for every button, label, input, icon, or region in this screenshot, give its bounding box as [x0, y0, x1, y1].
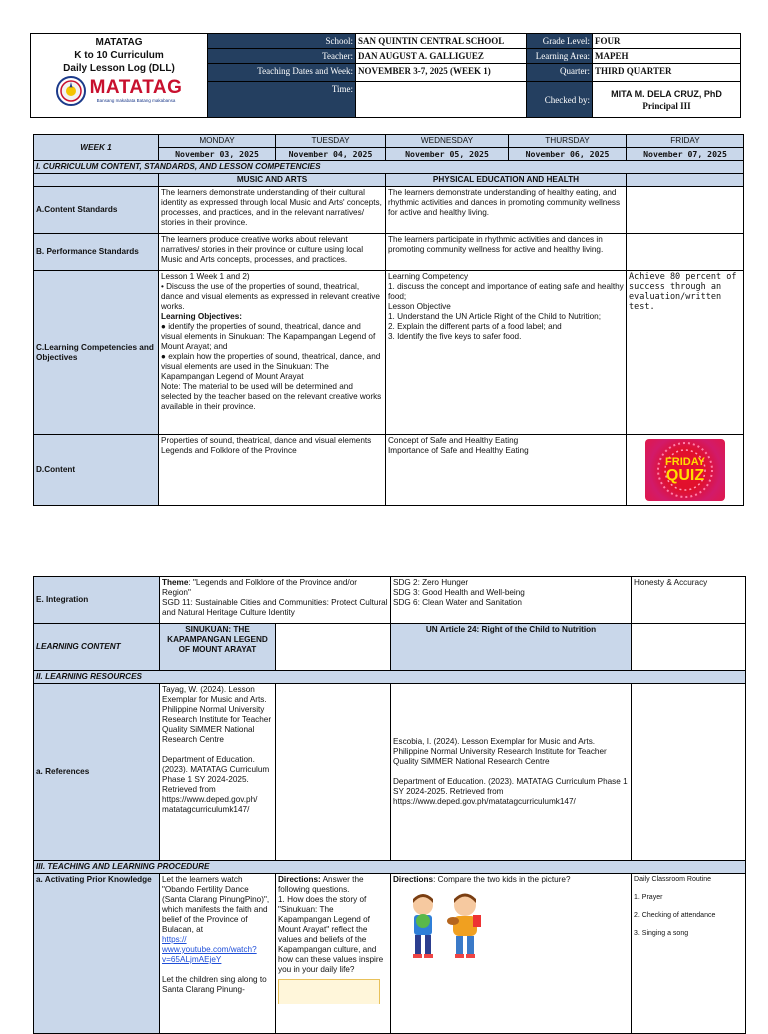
comp-pe-item-1: 1. discuss the concept and importance of eating safe and healthy food; — [388, 282, 624, 301]
quiz-line-1: FRIDAY — [665, 456, 705, 468]
comp-pe-objective-2: 2. Explain the different parts of a food label; and — [388, 322, 562, 331]
competencies-label: C.Learning Competencies and Objectives — [34, 271, 159, 435]
act-pe-directions-text: : Compare the two kids in the picture? — [433, 875, 571, 884]
ref-music-2: Department of Education. (2023). MATATAG Curriculum Phase 1 SY 2024-2025. Retrieved from https://www.deped.gov.ph/ matatagcurriculumk147/ — [162, 755, 270, 814]
dates-label: Teaching Dates and Week: — [208, 64, 356, 82]
performance-standards-friday — [627, 234, 744, 271]
integration-label: E. Integration — [34, 577, 160, 624]
time-value — [356, 82, 527, 118]
references-label: a. References — [34, 684, 160, 861]
comp-music-explain: ● explain how the properties of sound, theatrical, dance, and visual elements are used in the Sinukuan: The Kapampangan Legend of Mount Arayat — [161, 352, 381, 381]
references-music — [160, 684, 276, 861]
content-pe-line-1: Concept of Safe and Healthy Eating — [388, 436, 519, 445]
grade-value: FOUR — [593, 34, 741, 49]
act-fri-attendance: 2. Checking of attendance — [634, 912, 716, 919]
activating-friday — [632, 874, 746, 1034]
day-wednesday: WEDNESDAY — [386, 135, 509, 148]
integration-pe — [391, 577, 632, 624]
grade-label: Grade Level: — [527, 34, 593, 49]
comp-music-lesson: Lesson 1 Week 1 and 2) — [161, 272, 250, 281]
act-tue-directions-text: Answer the following questions. — [278, 875, 364, 894]
matatag-logo — [33, 76, 205, 106]
references-friday — [632, 684, 746, 861]
logo-wordmark: MATATAG — [89, 77, 183, 98]
checked-label: Checked by: — [527, 82, 593, 118]
date-wednesday: November 05, 2025 — [386, 148, 509, 161]
act-mon-text: Let the learners watch "Obando Fertility Dance (Santa Clarang PinungPino)", which manifests the faith and belief of the Province of Bulacan, at — [162, 875, 270, 934]
quiz-line-2: QUIZ — [665, 467, 705, 484]
content-friday — [627, 435, 744, 506]
learning-content-tuesday — [276, 624, 391, 671]
ref-pe-1: Escobia, I. (2024). Lesson Exemplar for Music and Arts. Philippine Normal University Research Institute for Teacher Quality SiMMER National Research Centre — [393, 737, 607, 766]
performance-standards-label: B. Performance Standards — [34, 234, 159, 271]
content-standards-music: The learners demonstrate understanding of their cultural identity as expressed through local Music and Arts' concepts, processes, and practices, and in the relevant narratives/ stories in their province. — [159, 187, 386, 234]
date-thursday: November 06, 2025 — [509, 148, 627, 161]
school-label: School: — [208, 34, 356, 49]
act-fri-routine: Daily Classroom Routine — [634, 876, 712, 883]
activating-pe — [391, 874, 632, 1034]
content-pe — [386, 435, 627, 506]
learning-content-friday — [632, 624, 746, 671]
checked-by — [593, 82, 741, 118]
quarter-label: Quarter: — [527, 64, 593, 82]
day-thursday: THURSDAY — [509, 135, 627, 148]
integration-sdg-6: SDG 6: Clean Water and Sanitation — [393, 598, 522, 607]
two-kids-illustration — [403, 891, 493, 961]
unhealthy-kid-icon — [447, 894, 481, 959]
branding-line-1: MATATAG — [95, 37, 143, 48]
day-friday: FRIDAY — [627, 135, 744, 148]
section-2-title: II. LEARNING RESOURCES — [34, 671, 746, 684]
ref-music-1: Tayag, W. (2024). Lesson Exemplar for Music and Arts. Philippine Normal University Research Institute for Teacher Quality SiMMER National Research Centre — [162, 685, 272, 744]
references-pe — [391, 684, 632, 861]
content-pe-line-2: Importance of Safe and Healthy Eating — [388, 446, 529, 455]
healthy-kid-icon — [413, 894, 433, 958]
competencies-friday: Achieve 80 percent of success through an evaluation/written test. — [627, 271, 744, 435]
act-fri-prayer: 1. Prayer — [634, 894, 663, 901]
dll-table-page-1 — [33, 134, 744, 506]
day-monday: MONDAY — [159, 135, 276, 148]
integration-music — [160, 577, 391, 624]
date-friday: November 07, 2025 — [627, 148, 744, 161]
act-mon-singalong: Let the children sing along to Santa Clarang Pinung- — [162, 975, 267, 994]
deped-seal-icon — [56, 76, 86, 106]
integration-theme — [162, 578, 388, 598]
competencies-pe — [386, 271, 627, 435]
comp-music-note: Note: The material to be used will be determined and selected by the teacher based on the relevant creative works available in their province. — [161, 382, 382, 411]
references-tuesday — [276, 684, 391, 861]
learning-content-pe: UN Article 24: Right of the Child to Nutrition — [391, 624, 632, 671]
performance-standards-music: The learners produce creative works about relevant narratives/ stories in their province or culture using local Music and Arts concepts, processes, and practices. — [159, 234, 386, 271]
subject-blank — [34, 174, 159, 187]
act-tue-directions — [278, 875, 388, 895]
act-tue-question-1: 1. How does the story of "Sinukuan: The Kapampangan Legend of Mount Arayat" reflect the values and beliefs of the Kapampangan culture, and how can these values inspire you in your daily life? — [278, 895, 384, 974]
friday-heading-blank — [627, 174, 744, 187]
integration-theme-text: : "Legends and Folklore of the Province and/or Region" — [162, 578, 357, 597]
content-music: Properties of sound, theatrical, dance and visual elements Legends and Folklore of the Province — [159, 435, 386, 506]
quarter-value: THIRD QUARTER — [593, 64, 741, 82]
day-tuesday: TUESDAY — [276, 135, 386, 148]
checked-title: Principal III — [642, 100, 691, 111]
area-value: MAPEH — [593, 49, 741, 64]
comp-pe-objective-heading: Lesson Objective — [388, 302, 451, 311]
content-standards-pe: The learners demonstrate understanding of healthy eating, and rhythmic activities and dances in promoting community wellness for active and healthy living. — [386, 187, 627, 234]
dates-value: NOVEMBER 3-7, 2025 (WEEK 1) — [356, 64, 527, 82]
section-3-title: III. TEACHING AND LEARNING PROCEDURE — [34, 861, 746, 874]
time-label: Time: — [208, 82, 356, 118]
act-fri-song: 3. Singing a song — [634, 930, 689, 937]
checked-name: MITA M. DELA CRUZ, PhD — [611, 88, 722, 99]
integration-friday: Honesty & Accuracy — [632, 577, 746, 624]
branding-line-3: Daily Lesson Log (DLL) — [63, 63, 175, 74]
comp-music-identify: ● identify the properties of sound, theatrical, dance and visual elements in Sinukuan: The Kapampangan Legend of Mount Arayat; and — [161, 322, 376, 351]
comp-music-discuss: • Discuss the use of the properties of sound, theatrical, dance and visual elements as expressed in relevant creative works. — [161, 282, 380, 311]
learning-content-label: LEARNING CONTENT — [34, 624, 160, 671]
comp-pe-heading: Learning Competency — [388, 272, 469, 281]
activating-tuesday — [276, 874, 391, 1034]
music-arts-heading: MUSIC AND ARTS — [159, 174, 386, 187]
obando-video-link[interactable]: https:// www.youtube.com/watch? v=65ALjmAEjeY — [162, 935, 257, 964]
friday-quiz-image — [645, 439, 725, 501]
act-tue-image-placeholder — [278, 979, 380, 1004]
school-value: SAN QUINTIN CENTRAL SCHOOL — [356, 34, 527, 49]
content-standards-label: A.Content Standards — [34, 187, 159, 234]
activating-label: a. Activating Prior Knowledge — [34, 874, 160, 1034]
learning-content-music: SINUKUAN: THE KAPAMPANGAN LEGEND OF MOUNT ARAYAT — [160, 624, 276, 671]
content-label: D.Content — [34, 435, 159, 506]
header-branding — [31, 34, 208, 118]
act-tue-directions-label: Directions: — [278, 875, 321, 884]
comp-pe-objective-3: 3. Identify the five keys to safer food. — [388, 332, 522, 341]
ref-pe-2: Department of Education. (2023). MATATAG Curriculum Phase 1 SY 2024-2025. Retrieved from https://www.deped.gov.ph/matatagcurriculumk147/ — [393, 777, 628, 806]
comp-pe-objective-1: 1. Understand the UN Article Right of the Child to Nutrition; — [388, 312, 601, 321]
area-label: Learning Area: — [527, 49, 593, 64]
pe-health-heading: PHYSICAL EDUCATION AND HEALTH — [386, 174, 627, 187]
branding-line-2: K to 10 Curriculum — [74, 50, 164, 61]
act-pe-directions — [393, 875, 629, 885]
content-standards-friday — [627, 187, 744, 234]
week-label: WEEK 1 — [34, 135, 159, 161]
section-1-title: I. CURRICULUM CONTENT, STANDARDS, AND LESSON COMPETENCIES — [34, 161, 744, 174]
teacher-label: Teacher: — [208, 49, 356, 64]
integration-theme-label: Theme — [162, 578, 189, 587]
activating-monday — [160, 874, 276, 1034]
teacher-value: DAN AUGUST A. GALLIGUEZ — [356, 49, 527, 64]
dll-table-page-2 — [33, 576, 746, 1034]
comp-music-objectives-heading: Learning Objectives: — [161, 312, 242, 321]
date-monday: November 03, 2025 — [159, 148, 276, 161]
logo-tagline: Bansang makabata Batang makabansa — [96, 98, 176, 103]
performance-standards-pe: The learners participate in rhythmic activities and dances in promoting community wellness for active and healthy living. — [386, 234, 627, 271]
integration-sdg-3: SDG 3: Good Health and Well-being — [393, 588, 525, 597]
header-table — [30, 33, 741, 118]
competencies-music — [159, 271, 386, 435]
integration-sdg-2: SDG 2: Zero Hunger — [393, 578, 469, 587]
integration-sgd-11: SGD 11: Sustainable Cities and Communities: Protect Cultural and Natural Heritage Culture Identity — [162, 598, 388, 617]
act-pe-directions-label: Directions — [393, 875, 434, 884]
date-tuesday: November 04, 2025 — [276, 148, 386, 161]
